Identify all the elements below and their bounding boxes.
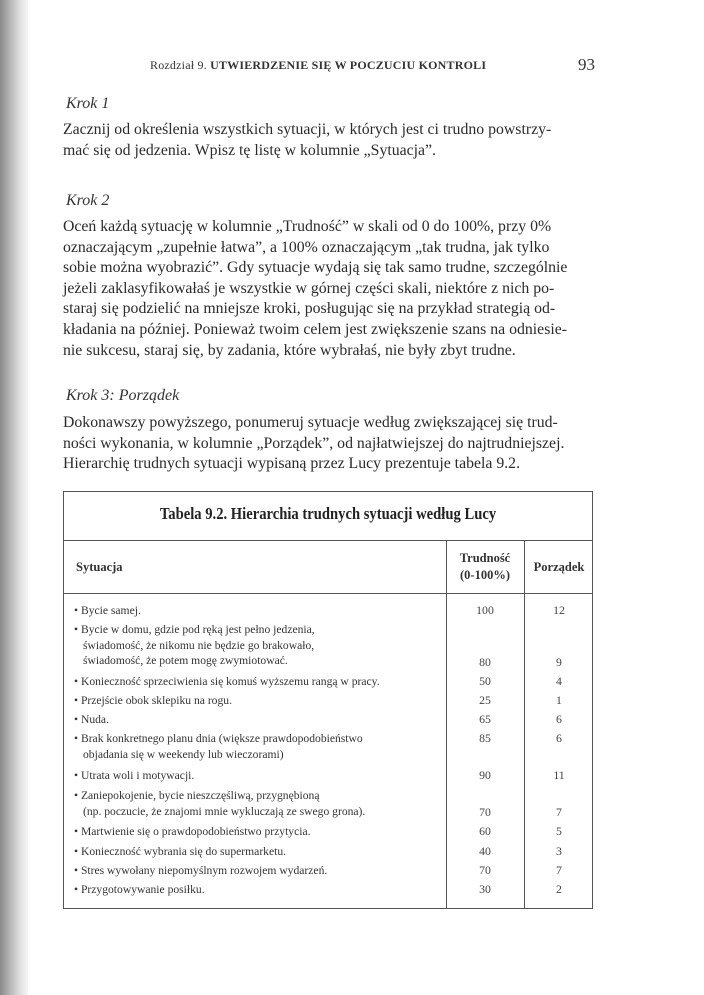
difficulty-cell: 25 bbox=[479, 693, 491, 707]
step-2-line: nie sukcesu, staraj się, by zadania, które wybrałaś, nie były zbyt trudne. bbox=[63, 341, 516, 359]
order-cell: 6 bbox=[556, 712, 562, 726]
row-line: • Martwienie się o prawdopodobieństwo przytycia. bbox=[74, 825, 311, 838]
difficulty-cell: 90 bbox=[479, 768, 491, 782]
table-row bbox=[74, 603, 141, 619]
row-line: • Bycie w domu, gdzie pod ręką jest pełno jedzenia, bbox=[74, 623, 315, 636]
step-2-line: oznaczającym „zupełnie łatwa”, a 100% oznaczającym „tak trudna, jak tylko bbox=[63, 238, 550, 256]
difficulty-cell: 40 bbox=[479, 844, 491, 858]
order-cell: 7 bbox=[556, 805, 562, 819]
order-cell: 4 bbox=[556, 674, 562, 688]
difficulty-cell: 70 bbox=[479, 863, 491, 877]
step-1-paragraph bbox=[63, 120, 598, 161]
step-1-line: mać się od jedzenia. Wpisz tę listę w kolumnie „Sytuacja”. bbox=[63, 141, 437, 159]
step-2-title: Krok 2 bbox=[66, 192, 110, 209]
table-row bbox=[74, 863, 327, 879]
step-1-line: Zacznij od określenia wszystkich sytuacji, w których jest ci trudno powstrzy- bbox=[63, 121, 552, 138]
table-row bbox=[74, 768, 194, 784]
step-2-paragraph bbox=[63, 217, 598, 361]
step-2-line: staraj się podzielić na mniejsze kroki, posługując się na przykład strategią od- bbox=[63, 300, 556, 318]
header-difficulty bbox=[446, 550, 524, 584]
row-line: • Nuda. bbox=[74, 713, 109, 726]
table-row bbox=[74, 844, 286, 860]
order-cell: 7 bbox=[556, 863, 562, 877]
difficulty-cell: 60 bbox=[479, 824, 491, 838]
table-row bbox=[74, 788, 365, 819]
table-header-bottom-rule bbox=[64, 593, 592, 594]
difficulty-cell: 65 bbox=[479, 712, 491, 726]
order-cell: 11 bbox=[553, 768, 565, 782]
page-number: 93 bbox=[578, 55, 595, 74]
table-caption: Tabela 9.2. Hierarchia trudnych sytuacji według Lucy bbox=[159, 504, 497, 523]
difficulty-cell: 100 bbox=[476, 603, 494, 617]
difficulty-cell: 85 bbox=[479, 731, 491, 745]
step-2-line: kładania na później. Ponieważ twoim celem jest zwiększenie szans na odniesie- bbox=[63, 320, 568, 338]
book-spine-shadow bbox=[0, 0, 28, 995]
row-line: • Przejście obok sklepiku na rogu. bbox=[74, 694, 232, 707]
difficulty-cell: 80 bbox=[479, 655, 491, 669]
row-line: • Konieczność wybrania się do supermarketu. bbox=[74, 845, 287, 858]
table-column-divider bbox=[446, 540, 447, 909]
running-head bbox=[150, 58, 510, 73]
row-line: świadomość, że nikomu nie będzie go brakowało, bbox=[83, 638, 315, 652]
order-cell: 2 bbox=[556, 882, 562, 896]
step-3-line: ności wykonania, w kolumnie „Porządek”, od najłatwiejszej do najtrudniejszej. bbox=[63, 434, 565, 452]
row-line: • Przygotowywanie posiłku. bbox=[74, 883, 205, 896]
step-2-line: jeżeli zaklasyfikowałaś je wszystkie w górnej części skali, niektóre z nich po- bbox=[63, 279, 555, 297]
step-3-line: Hierarchię trudnych sytuacji wypisaną przez Lucy prezentuje tabela 9.2. bbox=[63, 455, 521, 473]
table-row bbox=[74, 674, 380, 690]
row-line: • Utrata woli i motywacji. bbox=[74, 769, 195, 782]
table-row bbox=[74, 693, 232, 709]
header-situation: Sytuacja bbox=[76, 560, 123, 574]
row-line: • Konieczność sprzeciwienia się komuś wyższemu rangą w pracy. bbox=[74, 675, 380, 688]
difficulty-cell: 30 bbox=[479, 882, 491, 896]
table-row bbox=[74, 712, 109, 728]
row-line: (np. poczucie, że znajomi mnie wykluczają ze swego grona). bbox=[83, 804, 366, 818]
row-line: objadania się w weekendy lub wieczorami) bbox=[83, 747, 284, 761]
hierarchy-table bbox=[63, 491, 593, 909]
difficulty-cell: 50 bbox=[479, 674, 491, 688]
running-head-title: UTWIERDZENIE SIĘ W POCZUCIU KONTROLI bbox=[210, 58, 487, 72]
step-3-paragraph bbox=[63, 413, 598, 475]
row-line: • Brak konkretnego planu dnia (większe prawdopodobieństwo bbox=[74, 732, 363, 745]
header-difficulty-line: (0-100%) bbox=[460, 568, 510, 582]
order-cell: 12 bbox=[553, 603, 565, 617]
header-difficulty-line: Trudność bbox=[459, 551, 511, 565]
order-cell: 6 bbox=[556, 731, 562, 745]
table-header-top-rule bbox=[64, 540, 592, 541]
order-cell: 9 bbox=[556, 655, 562, 669]
table-column-divider bbox=[524, 540, 525, 909]
running-head-chapter: Rozdział 9. bbox=[150, 58, 207, 72]
step-2-line: Oceń każdą sytuację w kolumnie „Trudność” w skali od 0 do 100%, przy 0% bbox=[63, 218, 552, 235]
step-3-line: Dokonawszy powyższego, ponumeruj sytuacje według zwiększającej się trud- bbox=[63, 414, 558, 431]
row-line: świadomość, że potem mogę zwymiotować. bbox=[83, 654, 288, 668]
row-line: • Stres wywołany niepomyślnym rozwojem wydarzeń. bbox=[74, 864, 328, 877]
row-line: • Zaniepokojenie, bycie nieszczęśliwą, przygnębioną bbox=[74, 789, 320, 802]
table-row bbox=[74, 622, 315, 669]
difficulty-cell: 70 bbox=[479, 805, 491, 819]
row-line: • Bycie samej. bbox=[74, 604, 141, 617]
table-row bbox=[74, 882, 205, 898]
header-order: Porządek bbox=[533, 560, 585, 574]
table-row bbox=[74, 731, 363, 762]
table-row bbox=[74, 824, 311, 840]
order-cell: 1 bbox=[556, 693, 562, 707]
step-3-title: Krok 3: Porządek bbox=[66, 387, 180, 404]
order-cell: 3 bbox=[556, 844, 562, 858]
step-2-line: sobie można wyobrazić”. Gdy sytuacje wydają się tak samo trudne, szczególnie bbox=[63, 259, 568, 277]
step-1-title: Krok 1 bbox=[66, 95, 110, 112]
order-cell: 5 bbox=[556, 824, 562, 838]
